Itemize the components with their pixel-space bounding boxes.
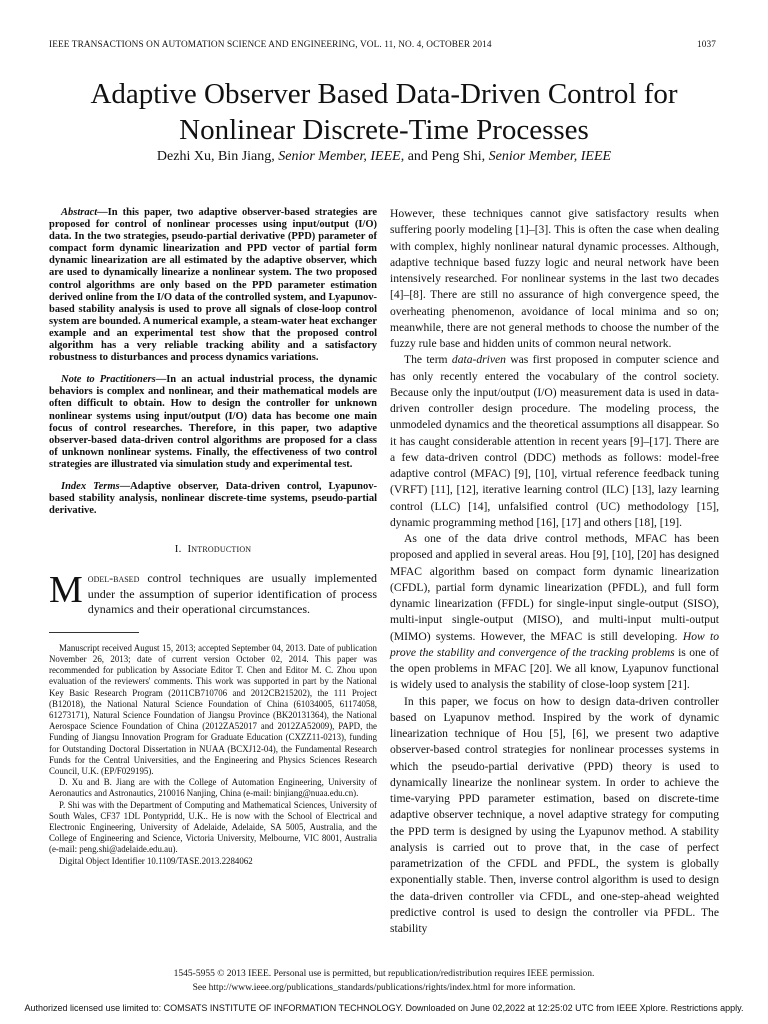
footnote-shi: P. Shi was with the Department of Computing and Mathematical Sciences, University of South Wales, CF37 1DL Pontypridd, U.K.. He is now with the School of Electrical and Electronic Engineering, University of Adelaide, Adelaide, SA 5005, Australia, and the College of Engineering and Science, Victoria University, Melbourne, VIC 8001, Australia (e-mail: peng.shi@adelaide.edu.au). <box>49 799 377 855</box>
intro-first-word: odel-based <box>87 571 140 586</box>
page-number: 1037 <box>697 40 716 50</box>
author-membership-2: Senior Member, IEEE <box>488 149 612 164</box>
author-line <box>30 149 738 165</box>
p3-text-a: As one of the data drive control methods, MFAC has been proposed and applied in several areas. Hou [9], [10], [20] has designed MFAC algorithm based on compact form dynamic linearization (CFDL), partial form dynamic linearization (PFDL), and full form dynamic linearization (FFDL) for single-input single-output (SISO), multi-input single-output (MISO), and multi-input multi-output (MIMO) systems. However, the MFAC is still developing. <box>390 532 719 643</box>
abstract <box>49 207 377 364</box>
footnote-xu-jiang: D. Xu and B. Jiang are with the College of Automation Engineering, University of Aeronautics and Astronautics, 210016 Nanjing, China (e-mail: binjiang@nuaa.edu.cn). <box>49 777 377 799</box>
body-paragraph-4: In this paper, we focus on how to design data-driven controller based on Lyapunov method. Inspired by the work of dynamic linearization technique of Hou [5], [6], we present two adaptive observer-based control strategies for nonlinear processes systems in which the pseudo-partial derivative (PPD) theory is used to dynamically linearize the nonlinear system. In order to achieve the time-varying PPD parameter estimation, based on discrete-time adaptive observer technique, a novel adaptive strategy for computing the PPD term is designed by using the Lyapunov method. A stability analysis is carried out to prove that, in the case of perfect parametrization of the CFDL and PFDL, the system is globally exponentially stable. Then, inverse control algorithm is used to design the data-driven controller via CFDL, and one-step-ahead weighted predictive control is used to design the controller via PFDL. The stability <box>390 694 719 935</box>
footnote-divider <box>49 632 139 633</box>
license-notice: Authorized licensed use limited to: COMSATS INSTITUTE OF INFORMATION TECHNOLOGY. Downloaded on June 02,2022 at 12:25:02 UTC from IEEE Xplore. Restrictions apply. <box>24 1003 744 1013</box>
note-text: —In an actual industrial process, the dynamic behaviors is complex and nonlinear, and their mathematical models are often difficult to obtain. How to design the controller for unknown nonlinear systems using input/output (I/O) data has become one main focus of control researches. Therefore, in this paper, two adaptive observer-based data-driven control algorithms are proposed for a class of unknown nonlinear systems. Finally, the effectiveness of two control strategies are illustrated via simulation study and experimental test. <box>49 374 377 470</box>
note-lead: Note to Practitioners <box>61 374 156 386</box>
authors-part-1: Dezhi Xu, Bin Jiang, <box>156 149 279 164</box>
body-paragraph-1: However, these techniques cannot give satisfactory results when suffering poorly modeling [1]–[3]. This is often the case when dealing with complex, highly nonlinear natural dynamic processes. Although, adaptive technique based fuzzy logic and neural network have been intensively researched. For nonlinear systems in the last two decades [4]–[8]. There are still no assurance of high convergence speed, the overheating phenomenon, avoidance of local minima and so on; meanwhile, there are not general methods to choose the number of the fuzzy rule base and hidden units of common neural network. <box>390 207 719 350</box>
index-terms <box>49 481 377 517</box>
paper-title: Adaptive Observer Based Data-Driven Control for Nonlinear Discrete-Time Processes <box>90 78 678 146</box>
running-head <box>49 40 716 50</box>
copyright-line-2: See http://www.ieee.org/publications_standards/publications/rights/index.html for more information. <box>192 983 576 993</box>
p2-text-a: The term <box>404 353 452 367</box>
section-title: Introduction <box>187 543 252 556</box>
section-heading-introduction <box>49 543 377 555</box>
footnote-manuscript: Manuscript received August 15, 2013; accepted September 04, 2013. Date of publication November 26, 2013; date of current version October 02, 2014. This paper was recommended for publication by Associate Editor T. Chen and Editor M. C. Zhou upon evaluation of the reviewers' comments. This work was supported in part by the National Key Basic Research Program (2011CB710706 and 2012CB215202), the 111 Project (B12018), the National Natural Science Foundation of China (61034005, 61174058, 61273171), Natural Science Foundation of Jiangsu Province (BK20131364), the National Aerospace Science Foundation of China (2012ZA52017 and 2012ZA52009), PAPD, the Funding of Jiangsu Innovation Program for Graduate Education (CXZZ11-0213), funding for Outstanding Doctoral Dissertation in NUAA (BCXJ12-04), the Fundamental Research Funds for the Central Universities, and the Engineering and Physics Sciences Research Council, U.K. (EP/F029195). <box>49 642 377 776</box>
intro-paragraph <box>49 571 377 618</box>
section-number: I. <box>174 543 182 556</box>
author-membership-1: Senior Member, IEEE <box>278 149 401 164</box>
p2-italic: data-driven <box>451 353 506 367</box>
note-to-practitioners <box>49 374 377 471</box>
index-terms-lead: Index Terms <box>61 480 120 492</box>
index-terms-text: —Adaptive observer, Data-driven control, Lyapunov-based stability analysis, nonlinear discrete-time systems, pseudo-partial derivative. <box>49 480 377 517</box>
abstract-text: —In this paper, two adaptive observer-based strategies are proposed for control of nonlinear processes using input/output (I/O) data. In the two strategies, pseudo-partial derivative (PPD) parameter of compact form dynamic linearization and PPD vector of partial form dynamic linearization are all estimated by the adaptive observer, which are used to dynamically linearize a nonlinear system. The two proposed control algorithms are only based on the PPD parameter estimation derived online from the I/O data of the controlled system, and Lyapunov-based stability analysis is used to prove all signals of close-loop control system are bounded. A numerical example, a steam-water heat exchanger example and an experimental test show that the proposed control algorithm has a very reliable tracking ability and a satisfactory robustness to disturbances and process dynamics variations. <box>49 207 377 364</box>
copyright-line-1: 1545-5955 © 2013 IEEE. Personal use is permitted, but republication/redistribution requires IEEE permission. <box>173 969 595 979</box>
p3-text-b: is one of the open problems in MFAC [20]. We all know, Lyapunov functional is widely used to analysis the stability of close-loop system [21]. <box>390 645 719 692</box>
intro-text: control techniques are usually implemented under the assumption of superior identification of process dynamics and their operational circumstances. <box>87 571 377 617</box>
footnote-doi: Digital Object Identifier 10.1109/TASE.2013.2284062 <box>59 855 253 866</box>
abstract-lead: Abstract <box>61 207 98 218</box>
journal-name: IEEE TRANSACTIONS ON AUTOMATION SCIENCE AND ENGINEERING, VOL. 11, NO. 4, OCTOBER 2014 <box>49 40 492 50</box>
body-paragraph-3 <box>390 531 719 694</box>
p3-italic: How to prove the stability and convergence of the tracking problems <box>390 629 719 659</box>
drop-cap: M <box>49 569 83 612</box>
body-paragraph-2 <box>390 352 719 531</box>
right-column <box>390 206 719 937</box>
authors-part-2: , and Peng Shi, <box>400 149 489 164</box>
p2-text-b: was first proposed in computer science and has only recently entered the vocabulary of the control society. Because only the input/output (I/O) measurement data is used in data-driven controller design procedure. The modeling process, the unmodeled dynamics and the theoretical assumptions all disappear. So it has caught considerable attention in recent years [9]–[17]. There are a few data-driven control (DDC) methods as follows: model-free adaptive control (MFAC) [9], [10], virtual reference feedback tuning (VRFT) [11], [12], iterative learning control (ILC) [13], lazy learning control (LLC) [14], unfalsified control (UC) methodology [15], dynamic programming method [16], [17] and others [18], [19]. <box>390 353 719 529</box>
copyright-notice <box>0 967 768 995</box>
left-column <box>49 207 377 867</box>
